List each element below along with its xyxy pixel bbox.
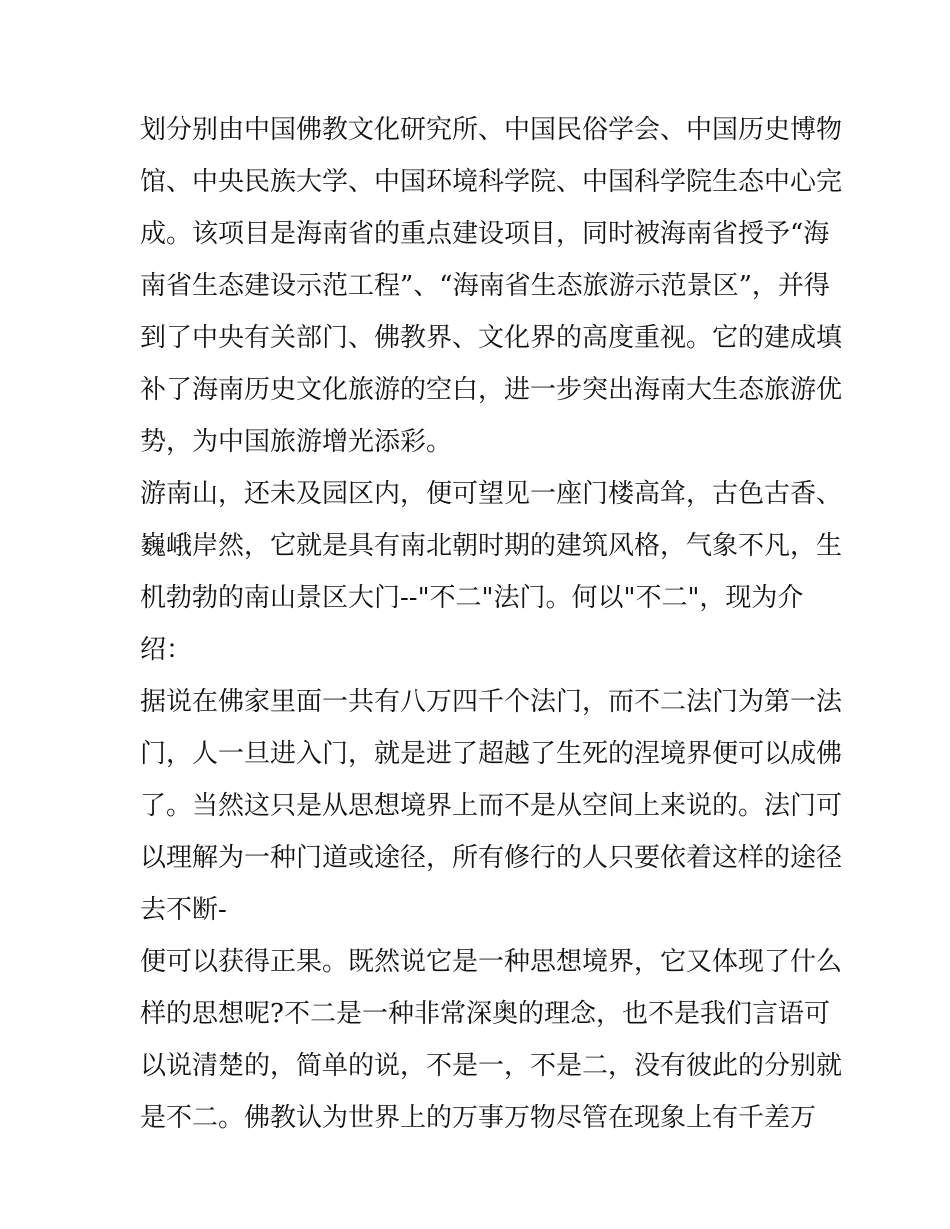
text-line: 游南山，还未及园区内，便可望见一座门楼高耸，古色古香、 xyxy=(140,479,843,509)
text-line: 以理解为一种门道或途径，所有修行的人只要依着这样的途径 xyxy=(140,843,843,873)
text-line: 门，人一旦进入门，就是进了超越了生死的涅境界便可以成佛 xyxy=(140,739,843,769)
text-line: 据说在佛家里面一共有八万四千个法门，而不二法门为第一法 xyxy=(140,687,843,717)
text-line: 机勃勃的南山景区大门--"不二"法门。何以"不二"，现为介 xyxy=(140,583,804,613)
text-line: 巍峨岸然，它就是具有南北朝时期的建筑风格，气象不凡，生 xyxy=(140,531,843,561)
text-line: 了。当然这只是从思想境界上而不是从空间上来说的。法门可 xyxy=(140,791,843,821)
text-line: 南省生态建设示范工程”、“海南省生态旅游示范景区”，并得 xyxy=(140,271,830,301)
text-line: 去不断- xyxy=(140,895,227,925)
text-line: 是不二。佛教认为世界上的万事万物尽管在现象上有千差万 xyxy=(140,1103,817,1133)
text-line: 馆、中央民族大学、中国环境科学院、中国科学院生态中心完 xyxy=(140,167,843,197)
text-line: 绍： xyxy=(140,635,193,665)
text-line: 样的思想呢?不二是一种非常深奥的理念，也不是我们言语可 xyxy=(140,999,830,1029)
text-line: 到了中央有关部门、佛教界、文化界的高度重视。它的建成填 xyxy=(140,323,843,353)
text-line: 划分别由中国佛教文化研究所、中国民俗学会、中国历史博物 xyxy=(140,115,843,145)
text-line: 势，为中国旅游增光添彩。 xyxy=(140,427,453,457)
text-line: 以说清楚的，简单的说，不是一，不是二，没有彼此的分别就 xyxy=(140,1051,843,1081)
body-text xyxy=(140,104,843,1144)
text-line: 成。该项目是海南省的重点建设项目，同时被海南省授予“海 xyxy=(140,219,830,249)
text-line: 便可以获得正果。既然说它是一种思想境界，它又体现了什么 xyxy=(140,947,843,977)
text-line: 补了海南历史文化旅游的空白，进一步突出海南大生态旅游优 xyxy=(140,375,843,405)
